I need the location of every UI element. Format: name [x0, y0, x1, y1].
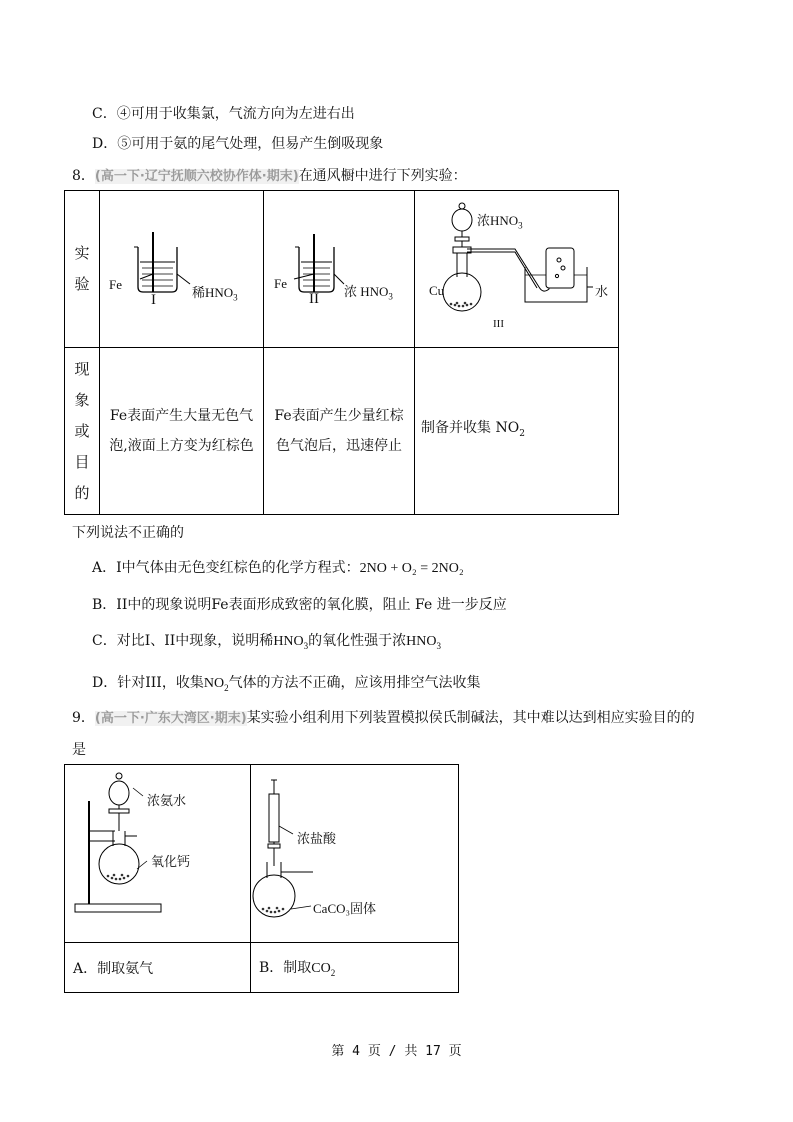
- question-8-stem: [72, 165, 467, 185]
- roman-iii: III: [493, 317, 504, 330]
- stem-text: 在通风橱中进行下列实验：: [298, 168, 467, 184]
- figure-ii-cell: [264, 191, 415, 348]
- conc-ammonia-label: 浓氨水: [147, 792, 187, 808]
- figure-i-cell: [100, 191, 264, 348]
- caco3-label: CaCO₃固体: [313, 900, 377, 916]
- acid-label-2: 浓 $HNO_3$: [344, 283, 393, 302]
- question-9-stem: 9．(高一下·广东大湾区·期末)某实验小组利用下列装置模拟侯氏制碱法，其中难以达到相应实验目的的: [72, 710, 695, 726]
- question-9-stem-cont: 是: [72, 742, 86, 758]
- question-8-prompt: 下列说法不正确的: [72, 525, 184, 541]
- apparatus-b-cell: [251, 765, 459, 943]
- cu-label: Cu: [429, 282, 445, 298]
- option-b: B．II中的现象说明Fe表面形成致密的氧化膜，阻止 Fe 进一步反应: [92, 597, 507, 613]
- beaker-fe-conc-figure: [264, 192, 414, 347]
- row-header-observation: 现 象 或 目 的: [65, 348, 100, 515]
- source-tag: (高一下·辽宁抚顺六校协作体·期末): [94, 169, 299, 184]
- fe-label-1: Fe: [109, 276, 122, 292]
- caption-b: B．制取$CO_2$: [251, 943, 459, 993]
- row-header-experiment: 实 验: [65, 191, 100, 348]
- fe-label-2: Fe: [274, 275, 287, 291]
- source-tag: (高一下·广东大湾区·期末): [94, 711, 247, 726]
- apparatus-a-cell: [65, 765, 251, 943]
- cao-label: 氧化钙: [151, 853, 191, 869]
- observation-iii: 制备并收集 $NO_2$: [415, 348, 619, 515]
- observation-ii: Fe表面产生少量红棕 色气泡后，迅速停止: [264, 348, 415, 515]
- observation-i: Fe表面产生大量无色气 泡,液面上方变为红棕色: [100, 348, 264, 515]
- question-number: 8．: [72, 168, 95, 184]
- roman-i: I: [151, 291, 156, 308]
- water-label: 水: [595, 283, 609, 299]
- equation: 2NO + O₂ = 2NO₂: [359, 561, 464, 576]
- option-c-prev: C．④可用于收集氯，气流方向为左进右出: [92, 106, 355, 122]
- figure-iii-cell: [415, 191, 619, 348]
- caption-a: A．制取氨气: [65, 943, 251, 993]
- page-footer: 第 4 页 / 共 17 页: [331, 1044, 462, 1059]
- option-a: A．I中气体由无色变红棕色的化学方程式：2NO + O₂ = 2NO₂: [92, 560, 464, 576]
- roman-ii: II: [309, 290, 319, 307]
- conc-acid-label-3: 浓$HNO_3$: [477, 212, 523, 231]
- experiment-table: [64, 190, 619, 515]
- apparatus-table: [64, 764, 459, 993]
- option-d-prev: D．⑤可用于氨的尾气处理，但易产生倒吸现象: [92, 136, 384, 152]
- conc-hcl-label: 浓盐酸: [297, 830, 337, 846]
- beaker-fe-dilute-figure: [100, 192, 263, 347]
- acid-label-1: 稀$HNO_3$: [192, 284, 238, 303]
- option-d: D．针对III，收集$NO_2$气体的方法不正确，应该用排空气法收集: [92, 675, 481, 693]
- option-c: C．对比I、II中现象，说明稀$HNO_3$的氧化性强于浓$HNO_3$: [92, 633, 441, 651]
